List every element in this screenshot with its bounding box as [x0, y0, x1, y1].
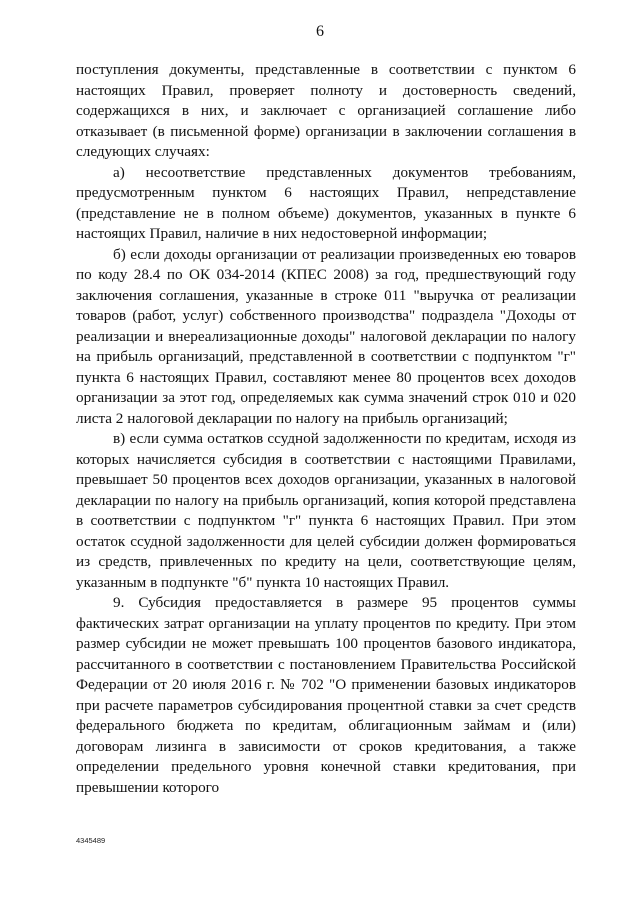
document-body: [76, 60, 576, 798]
document-id: 4345489: [76, 836, 106, 845]
paragraph-continuation: поступления документы, представленные в соответствии с пунктом 6 настоящих Правил, проверяет полноту и достоверность сведений, содержащихся в них, и заключает с организацией соглашение либо отказывает (в письменной форме) организации в заключении соглашения в следующих случаях:: [76, 61, 576, 160]
page-number: 6: [316, 23, 324, 40]
paragraph-clause-9: 9. Субсидия предоставляется в размере 95 процентов суммы фактических затрат организации на уплату процентов по кредиту. При этом размер субсидии не может превышать 100 процентов базового индикатора, рассчитанного в соответствии с постановлением Правительства Российской Федерации от 20 июля 2016 г. № 702 "О применении базовых индикаторов при расчете параметров субсидирования процентной ставки за счет средств федерального бюджета по кредитам, облигационным займам и (или) договорам лизинга в зависимости от сроков кредитования, а также определении предельного уровня конечной ставки кредитования, при превышении которого: [76, 594, 576, 796]
paragraph-item-b: б) если доходы организации от реализации произведенных ею товаров по коду 28.4 по ОК 034-2014 (КПЕС 2008) за год, предшествующий году заключения соглашения, указанные в строке 011 "выручка от реализации товаров (работ, услуг) собственного производства" подраздела "Доходы от реализации и внереализационные доходы" налоговой декларации по налогу на прибыль организаций, представленной в соответствии с подпунктом "г" пункта 6 настоящих Правил, составляют менее 80 процентов всех доходов организации за этот год, определяемых как сумма значений строк 010 и 020 листа 2 налоговой декларации по налогу на прибыль организаций;: [76, 245, 576, 427]
paragraph-item-a: а) несоответствие представленных документов требованиям, предусмотренным пунктом 6 настоящих Правил, непредставление (представление не в полном объеме) документов, указанных в пункте 6 настоящих Правил, наличие в них недостоверной информации;: [76, 163, 576, 242]
paragraph-item-v: в) если сумма остатков ссудной задолженности по кредитам, исходя из которых начисляется субсидия в соответствии с настоящими Правилами, превышает 50 процентов всех доходов организации, указанных в налоговой декларации по налогу на прибыль организаций, копия которой представлена в соответствии с подпунктом "г" пункта 6 настоящих Правил. При этом остаток ссудной задолженности для целей субсидии должен формироваться из средств, привлеченных по кредиту на цели, соответствующие целям, указанным в подпункте "б" пункта 10 настоящих Правил.: [76, 430, 576, 591]
